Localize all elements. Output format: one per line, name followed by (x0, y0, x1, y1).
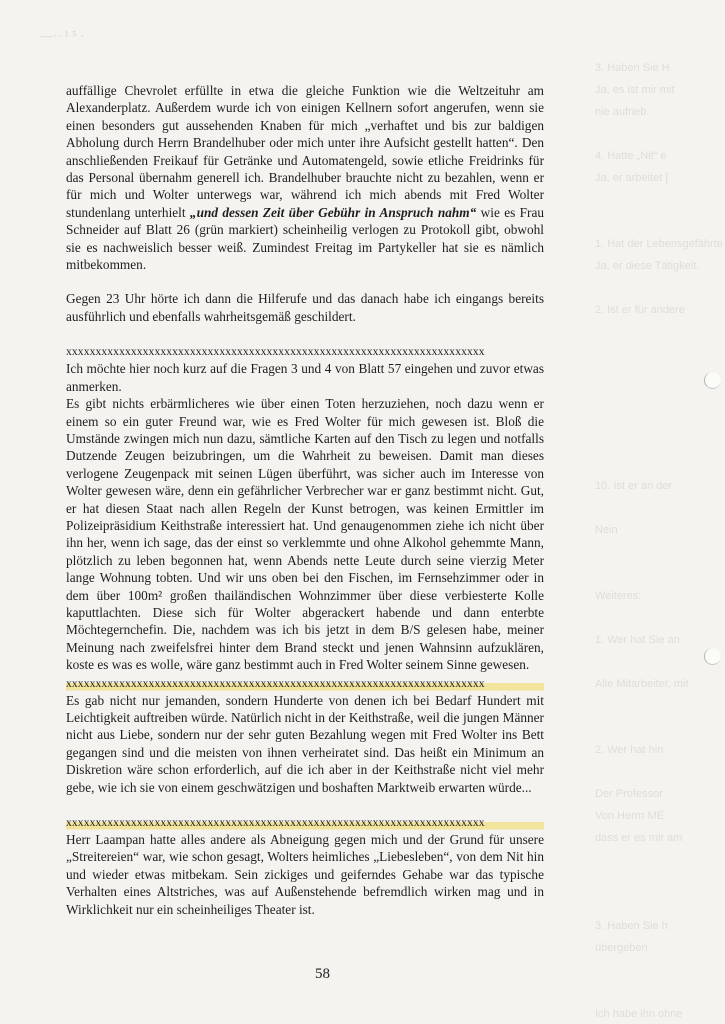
paragraph (66, 395, 544, 674)
highlighted-separator-line: xxxxxxxxxxxxxxxxxxxxxxxxxxxxxxxxxxxxxxxxxxxxxxxxxxxxxxxxxxxxxxxxxxxxxxx (66, 815, 544, 831)
punch-hole-lower (704, 648, 721, 665)
paragraph-gap (66, 273, 544, 290)
paragraph (66, 831, 544, 918)
bleed-through-line: 2. Wer hat hin (595, 744, 664, 756)
paragraph-text: Ich möchte hier noch kurz auf die Fragen 3 und 4 von Blatt 57 eingehen und zuvor etwas anmerken. (66, 361, 544, 394)
bleed-through-text (595, 60, 725, 1020)
bleed-through-line: nie aufrieb. (595, 106, 650, 118)
punch-hole-upper (704, 372, 721, 389)
bleed-through-line: Alle Mitarbeiter, mit (595, 678, 689, 690)
paragraph-text: Es gibt nichts erbärmlicheres wie über einen Toten herzuziehen, noch dazu wenn er einem so ein guter Freund war, wie es Fred Wolter für mich gewesen ist. Bloß die Umstände zwingen mich nun dazu, sämtliche Karten auf den Tisch zu legen und notfalls Dutzende Zeugen beizubringen, um die Wahrheit zu beweisen. Damit man dieses verlogene Zeugenpack mit seinen Lügen überführt, was sicher auch im Interesse von Wolter gewesen wäre, denn ein gefährlicher Verbrecher war er ganz bestimmt nicht. Gut, er hat diesen Staat nach allen Regeln der Kunst betrogen, was keinen Ermittler im Polizeipräsidium Keithstraße interessiert hat. Und genaugenommen ziehe ich nicht über ihn her, wenn ich sage, das der einst so verklemmte und ohne Alkohol gehemmte Mann, plötzlich zu leben begonnen hat, wenn Abends nette Leute durch seine vierzig Meter lange Wohnung tobten. Und wir uns oben bei den Fischen, im Fernsehzimmer oder in dem über 100m² großen thailändischen Wohnzimmer über diese verbiesterte Kolle kaputtlachten. Diese sich für Wolter abgerackert habende und dann enterbte Möchtegernchefin. Die, nachdem was ich bis jetzt in dem B/S gelesen habe, meiner Meinung nach zweifelsfrei hinter dem Brand steckt und jenen Wahnsinn aufzuklären, koste es was es wolle, wäre ganz bestimmt auch in Fred Wolter seinem Sinne gewesen. (66, 396, 544, 673)
paragraph (66, 82, 544, 273)
bleed-through-line: Der Professor (595, 788, 663, 800)
paragraph (66, 290, 544, 325)
paragraph-gap (66, 325, 544, 342)
page-number: 58 (315, 966, 330, 982)
bleed-through-line: dass er es mir am (595, 832, 683, 844)
bleed-through-line: 3. Haben Sie h (595, 920, 668, 932)
bleed-through-line: Von Herrn ME (595, 810, 665, 822)
bleed-through-line: 2. Ist er für andere (595, 304, 685, 316)
highlighted-separator-line: xxxxxxxxxxxxxxxxxxxxxxxxxxxxxxxxxxxxxxxxxxxxxxxxxxxxxxxxxxxxxxxxxxxxxxx (66, 676, 544, 692)
bleed-through-line: Ja, es ist mir mit (595, 84, 675, 96)
paragraph (66, 360, 544, 395)
paragraph-text: Es gab nicht nur jemanden, sondern Hunderte von denen ich bei Bedarf Hundert mit Leichtigkeit auftreiben würde. Natürlich nicht in der Keithstraße, weil die jungen Männer nicht aus Liebe, sondern nur der sehr guten Bezahlung wegen mit Fred Wolter ins Bett gegangen sind und die meisten von ihnen verheiratet sind. Das heißt ein Minimum an Diskretion wäre schon erforderlich, auf die ich aber in der Keithstraße nicht viel mehr gebe, wie ich sie von einem geschwätzigen und boshaften Marktweib erwarten würde... (66, 692, 544, 795)
bleed-through-line: Ich habe ihn ohne (595, 1008, 683, 1020)
body-text (66, 82, 544, 918)
paragraph-text: Gegen 23 Uhr hörte ich dann die Hilferufe und das danach habe ich eingangs bereits ausführlich und ebenfalls wahrheitsgemäß geschildert. (66, 291, 544, 324)
paragraph-gap (66, 796, 544, 813)
bleed-through-line: 1. Hat der Lebensgefährte (595, 238, 723, 250)
bleed-through-line: 3. Haben Sie H (595, 62, 670, 74)
bleed-through-line: Nein (595, 524, 618, 536)
bleed-through-line: 4. Hatte „Nit“ e (595, 150, 667, 162)
bleed-through-line: Ja, er arbeitet [ (595, 172, 669, 184)
paragraph (66, 692, 544, 796)
bleed-through-line: übergeben (595, 942, 648, 954)
bleed-through-line: 10. Ist er an der (595, 480, 673, 492)
separator-line: xxxxxxxxxxxxxxxxxxxxxxxxxxxxxxxxxxxxxxxxxxxxxxxxxxxxxxxxxxxxxxxxxxxxxxx (66, 345, 485, 359)
bleed-through-line: 1. Wer hat Sie an (595, 634, 680, 646)
emphasized-quote: „und dessen Zeit über Gebühr in Anspruch nahm“ (189, 204, 477, 220)
paragraph-text: Herr Laampan hatte alles andere als Abneigung gegen mich und der Grund für unsere „Streitereien“ war, wie schon gesagt, Wolters heimliches „Liebesleben“, von dem Nit hin und wieder etwas mitbekam. Sein zickiges und geiferndes Gehabe war das typische Verhalten eines Altstriches, was auf Außenstehende befremdlich wirken mag und in Wirklichkeit nur ein scheinheiliges Theater ist. (66, 832, 544, 917)
faint-scan-mark: —·· ¹ ⁵ · (40, 28, 85, 43)
paragraph-text: auffällige Chevrolet erfüllte in etwa die gleiche Funktion wie die Weltzeituhr am Alexanderplatz. Außerdem wurde ich von einigen Kellnern sofort angerufen, wenn sie einen besonders gut aussehenden Knaben für mich „verhaftet und bis zur baldigen Abholung durch Herrn Brandelhuber oder mich unter ihre Aufsicht gestellt hatten“. Den anschließenden Freikauf für Getränke und Automatengeld, sowie etliche Freidrinks für das Personal übernahm generell ich. Brandelhuber brauchte nicht zu bezahlen, wenn er für mich und Wolter unterwegs war, während ich mich abends mit Fred Wolter stundenlang unterhielt (66, 83, 544, 220)
bleed-through-line: Ja, er diese Tätigkeit. (595, 260, 700, 272)
paragraph-text: wie es Frau Schneider auf Blatt 26 (grün markiert) scheinheilig verlogen zu Protokoll gibt, obwohl sie es nachweislich besser weiß. Zumindest Freitag im Partykeller hat sie es nämlich mitbekommen. (66, 204, 544, 273)
bleed-through-line: Weiteres: (595, 590, 642, 602)
